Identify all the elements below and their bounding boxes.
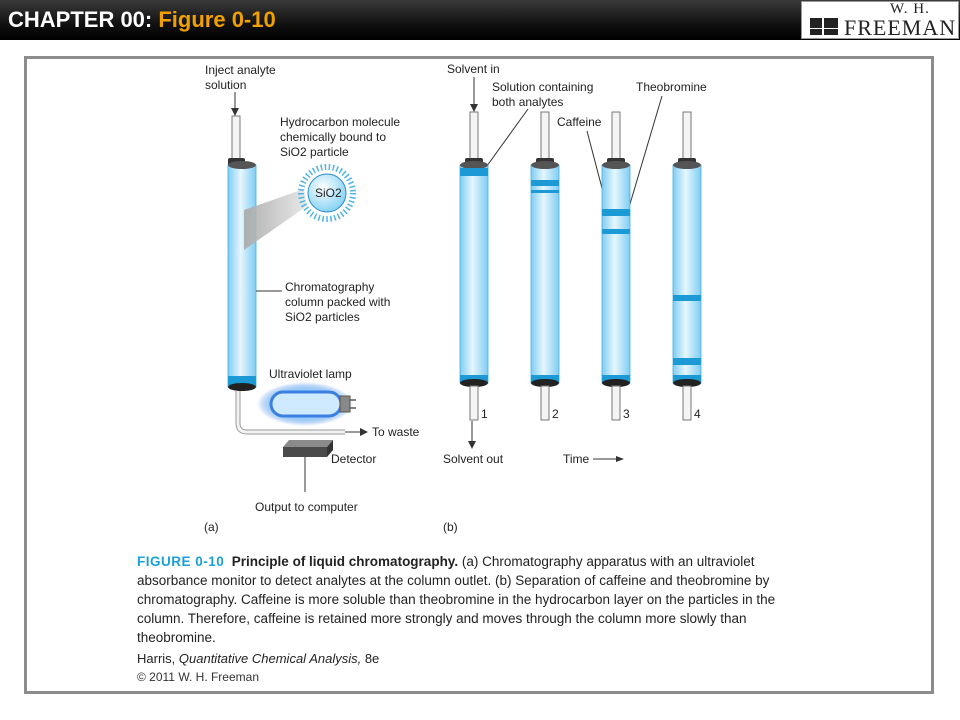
column-bottom-rim	[228, 383, 256, 391]
column-number-2: 2	[552, 407, 559, 421]
to-waste-label: To waste	[372, 425, 420, 439]
detector-label: Detector	[331, 452, 377, 466]
solvent-in-label: Solvent in	[447, 62, 500, 76]
solvent-out-arrowhead-icon	[468, 441, 476, 449]
inlet-tube	[683, 112, 691, 165]
analyte-band	[602, 209, 630, 216]
analyte-band	[531, 190, 559, 193]
outlet-tube	[541, 386, 549, 420]
sio2-particle-label: SiO2	[315, 186, 342, 200]
outlet-tube	[683, 386, 691, 420]
solution-label-line2: both analytes	[492, 95, 564, 109]
chromatography-column-4	[673, 165, 701, 383]
outlet-tube	[470, 386, 478, 420]
solvent-out-label: Solvent out	[443, 452, 504, 466]
figure-caption	[137, 552, 797, 647]
time-arrowhead-icon	[616, 456, 624, 462]
citation-title: Quantitative Chemical Analysis,	[178, 651, 362, 666]
column-top-rim	[602, 161, 630, 169]
column-number-3: 3	[623, 407, 630, 421]
column-number-1: 1	[481, 407, 488, 421]
chromatography-column-3	[602, 165, 630, 383]
inlet-tube	[612, 112, 620, 165]
citation	[137, 651, 379, 666]
inject-arrowhead-icon	[231, 108, 239, 116]
panel-a-label: (a)	[204, 520, 219, 534]
hydrocarbon-label-line1: Hydrocarbon molecule	[280, 115, 401, 129]
panel-a	[204, 63, 420, 534]
analyte-band	[602, 229, 630, 234]
panel-b	[443, 62, 707, 534]
inlet-tube	[541, 112, 549, 165]
chapter-label: CHAPTER 00:	[8, 7, 159, 32]
outlet-tube	[612, 386, 620, 420]
column-top-rim	[673, 161, 701, 169]
hydrocarbon-label-line2: chemically bound to	[280, 130, 387, 144]
detector-top	[283, 440, 333, 447]
chromatography-column-1	[460, 165, 488, 383]
analyte-band	[673, 362, 701, 365]
column-number-4: 4	[694, 407, 701, 421]
figure-label: Figure 0-10	[158, 7, 276, 32]
logo-text-top: W. H.	[890, 1, 930, 17]
analyte-band	[531, 180, 559, 186]
column-label-line2: column packed with	[285, 295, 391, 309]
output-label: Output to computer	[255, 500, 358, 514]
column-top-rim	[460, 161, 488, 169]
solvent-in-arrowhead-icon	[470, 104, 478, 112]
chromatography-column-a	[228, 165, 256, 387]
caffeine-label: Caffeine	[557, 115, 602, 129]
citation-author: Harris,	[137, 651, 179, 666]
time-label: Time	[563, 452, 590, 466]
waste-arrowhead-icon	[360, 428, 368, 436]
detector-front	[283, 447, 327, 457]
panel-b-label: (b)	[443, 520, 458, 534]
uv-lamp-label: Ultraviolet lamp	[269, 367, 352, 381]
analyte-band	[673, 295, 701, 301]
inlet-tube	[470, 112, 478, 165]
columns-b	[460, 112, 701, 421]
column-label-line3: SiO2 particles	[285, 310, 360, 324]
column-label-line1: Chromatography	[285, 280, 375, 294]
caption-title: Principle of liquid chromatography.	[231, 554, 459, 569]
inject-label-line1: Inject analyte	[205, 63, 276, 77]
uv-lamp	[257, 382, 356, 426]
column-top-rim	[531, 161, 559, 169]
caption-figure-label: FIGURE 0-10	[137, 554, 225, 569]
logo-text-bottom: FREEMAN	[844, 15, 957, 40]
column-top-rim	[228, 161, 256, 169]
inject-label-line2: solution	[205, 78, 247, 92]
chromatography-column-2	[531, 165, 559, 383]
theobromine-label: Theobromine	[636, 80, 707, 94]
detector	[283, 440, 333, 457]
copyright: © 2011 W. H. Freeman	[137, 670, 259, 684]
hydrocarbon-label-line3: SiO2 particle	[280, 145, 349, 159]
sio2-particle	[301, 167, 353, 219]
lamp-bulb	[271, 392, 341, 416]
solution-label-line1: Solution containing	[492, 80, 594, 94]
citation-edition: 8e	[361, 651, 380, 666]
analyte-band	[460, 168, 488, 176]
caption-body: (a) Chromatography apparatus with an ultraviolet absorbance monitor to detect analytes at the column outlet. (b) Separation of caffeine and theobromine by chromatography. Caffeine is more soluble than theobromine in the hydrocarbon layer on the particles in the column. Therefore, caffeine is retained more strongly and moves through the column more slowly than theobromine.	[137, 554, 776, 645]
inlet-tube	[232, 116, 240, 159]
lamp-base	[340, 396, 350, 412]
solution-leader-line	[484, 109, 528, 170]
